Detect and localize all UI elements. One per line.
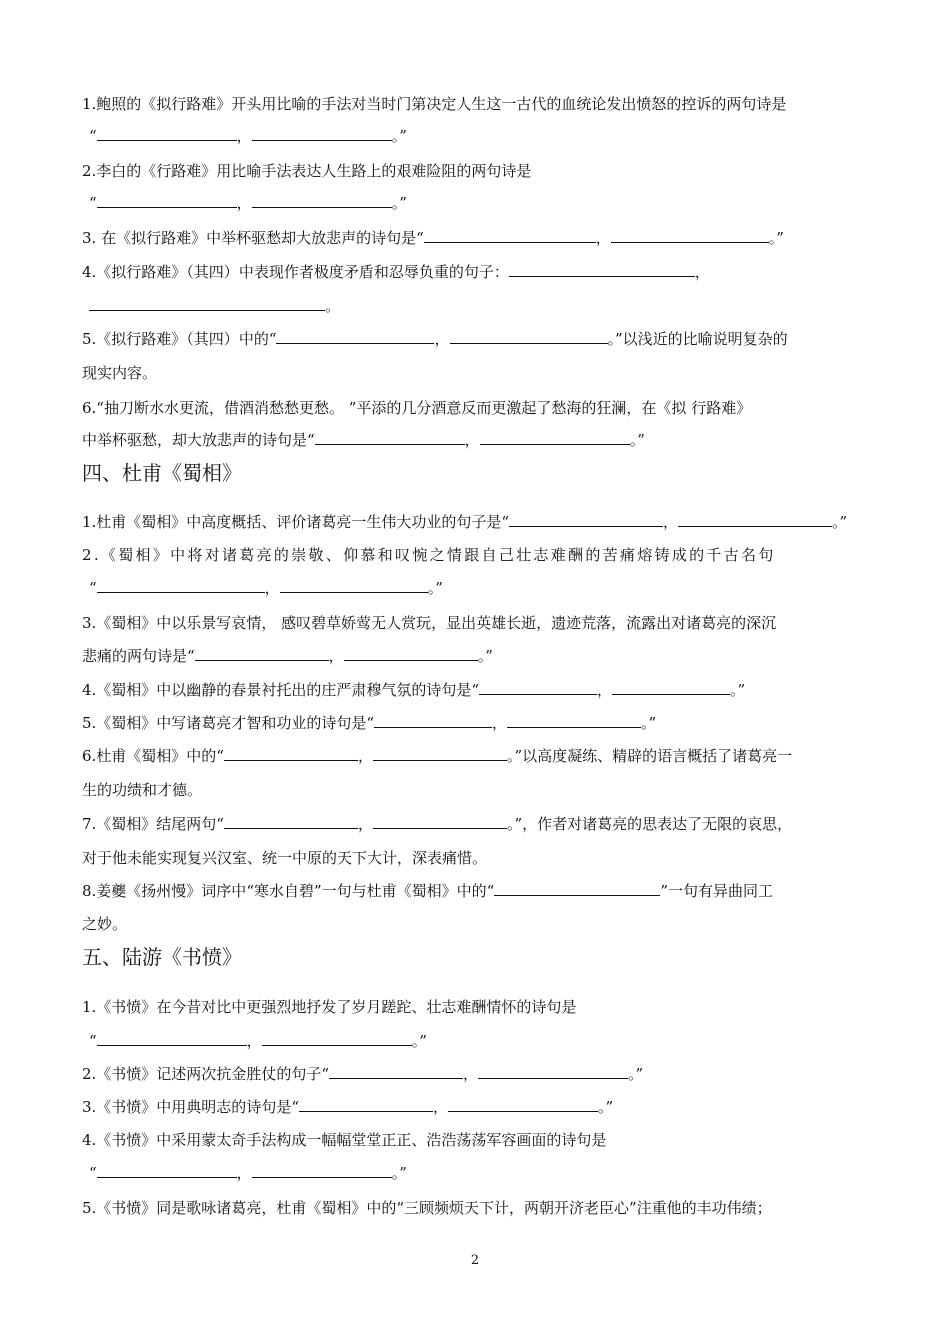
question-3-4: 4.《拟行路难》（其四）中表现作者极度矛盾和忍辱负重的句子： ， — [82, 263, 710, 281]
blank[interactable] — [479, 680, 597, 695]
answer-line-5-1: “ ， 。” — [89, 1032, 427, 1050]
question-5-4 — [82, 1130, 606, 1150]
question-4-8: 8.姜夔《扬州慢》词序中“寒水自碧”一句与杜甫《蜀相》中的“ ”一句有异曲同工 — [82, 882, 773, 900]
section-heading-4: 四、杜甫《蜀相》 — [82, 461, 242, 485]
question-4-5: 5.《蜀相》中写诸葛亮才智和功业的诗句是“ ， 。” — [82, 714, 657, 732]
question-text: 6.杜甫《蜀相》中的“ — [82, 747, 224, 765]
question-3-6 — [82, 398, 751, 418]
blank[interactable] — [612, 680, 730, 695]
question-text: 1.《书愤》在今昔对比中更强烈地抒发了岁月蹉跎、壮志难酬情怀的诗句是 — [82, 998, 577, 1016]
blank[interactable] — [224, 814, 358, 829]
question-4-2 — [82, 545, 776, 565]
question-text: 4.《拟行路难》（其四）中表现作者极度矛盾和忍辱负重的句子： — [82, 263, 509, 281]
answer-line-3-1: “ ， 。” — [89, 127, 407, 145]
blank[interactable] — [252, 1163, 392, 1178]
answer-line-3-2: “ ， 。” — [89, 194, 407, 212]
blank[interactable] — [611, 228, 769, 243]
blank[interactable] — [262, 1031, 412, 1046]
question-3-6-cont: 中举杯驱愁，却大放悲声的诗句是“ ， 。” — [82, 431, 645, 449]
question-text: 5.《蜀相》中写诸葛亮才智和功业的诗句是“ — [82, 714, 374, 732]
blank[interactable] — [97, 578, 265, 593]
question-3-5: 5.《拟行路难》（其四）中的“ ， 。”以浅近的比喻说明复杂的 — [82, 330, 788, 348]
answer-line-4-2: “ ， 。” — [89, 579, 443, 597]
page-number: 2 — [470, 1253, 480, 1268]
question-text: 7.《蜀相》结尾两句“ — [82, 815, 224, 833]
blank[interactable] — [329, 1064, 463, 1079]
question-5-5 — [82, 1198, 772, 1218]
question-4-8-cont: 之妙。 — [82, 915, 128, 933]
question-4-3 — [82, 613, 776, 633]
blank[interactable] — [509, 512, 663, 527]
blank[interactable] — [509, 262, 695, 277]
question-text: 5.《拟行路难》（其四）中的“ — [82, 330, 277, 348]
blank[interactable] — [97, 1163, 237, 1178]
blank[interactable] — [494, 881, 660, 896]
question-4-4: 4.《蜀相》中以幽静的春景衬托出的庄严肃穆气氛的诗句是“ ， 。” — [82, 681, 746, 699]
blank[interactable] — [89, 296, 325, 311]
section-heading-5: 五、陆游《书愤》 — [82, 945, 242, 969]
blank[interactable] — [507, 713, 641, 728]
question-text: 4.《蜀相》中以幽静的春景衬托出的庄严肃穆气氛的诗句是“ — [82, 681, 479, 699]
question-4-7-cont: 对于他未能实现复兴汉室、统一中原的天下大计，深表痛惜。 — [82, 849, 488, 867]
question-text: 4.《书愤》中采用蒙太奇手法构成一幅幅堂堂正正、浩浩荡荡军容画面的诗句是 — [82, 1131, 607, 1149]
blank[interactable] — [448, 1097, 598, 1112]
question-text: 3.《书愤》中用典明志的诗句是“ — [82, 1098, 299, 1116]
question-4-3-cont: 悲痛的两句诗是“ ， 。” — [82, 647, 493, 665]
blank[interactable] — [373, 746, 507, 761]
question-text: 8.姜夔《扬州慢》词序中“寒水自碧”一句与杜甫《蜀相》中的“ — [82, 882, 495, 900]
question-text: 2.《书愤》记述两次抗金胜仗的句子“ — [82, 1065, 329, 1083]
question-text: 1.鲍照的《拟行路难》开头用比喻的手法对当时门第决定人生这一古代的血统论发出愤怒的控诉的两句诗是 — [82, 95, 787, 113]
question-text: 6.“抽刀断水水更流，借酒消愁愁更愁。 ”平添的几分酒意反而更激起了愁海的狂澜，在《拟 行路难》 — [82, 399, 752, 417]
question-text: 2.《蜀相》中将对诸葛亮的崇敬、仰慕和叹惋之情跟自己壮志难酬的苦痛熔铸成的千古名句 — [82, 546, 776, 564]
blank[interactable] — [424, 228, 596, 243]
question-3-3: 3. 在《拟行路难》中举杯驱愁却大放悲声的诗句是“ ， 。” — [82, 229, 784, 247]
question-5-3: 3.《书愤》中用典明志的诗句是“ ， 。” — [82, 1098, 614, 1116]
question-text: 5.《书愤》同是歌咏诸葛亮，杜甫《蜀相》中的“三顾频烦天下计，两朝开济老臣心”注重他的丰功伟绩； — [82, 1199, 772, 1217]
question-4-1: 1.杜甫《蜀相》中高度概括、评价诸葛亮一生伟大功业的句子是“ ， 。” — [82, 513, 848, 531]
blank[interactable] — [280, 578, 428, 593]
question-text: 1.杜甫《蜀相》中高度概括、评价诸葛亮一生伟大功业的句子是“ — [82, 513, 509, 531]
question-4-6-cont: 生的功绩和才德。 — [82, 781, 203, 799]
blank[interactable] — [252, 126, 392, 141]
blank[interactable] — [344, 646, 478, 661]
blank[interactable] — [315, 430, 465, 445]
blank[interactable] — [224, 746, 358, 761]
blank[interactable] — [299, 1097, 433, 1112]
question-5-1 — [82, 997, 576, 1017]
blank[interactable] — [480, 430, 630, 445]
blank[interactable] — [97, 193, 237, 208]
question-3-2 — [82, 161, 531, 181]
answer-line-5-4: “ ， 。” — [89, 1164, 407, 1182]
blank[interactable] — [373, 814, 507, 829]
blank[interactable] — [678, 512, 832, 527]
question-text: 3. 在《拟行路难》中举杯驱愁却大放悲声的诗句是“ — [82, 229, 424, 247]
question-3-5-cont: 现实内容。 — [82, 364, 158, 382]
question-4-7: 7.《蜀相》结尾两句“ ， 。”，作者对诸葛亮的思表达了无限的哀思， — [82, 815, 793, 833]
blank[interactable] — [374, 713, 492, 728]
blank[interactable] — [195, 646, 329, 661]
question-3-1 — [82, 94, 786, 114]
blank[interactable] — [252, 193, 392, 208]
blank[interactable] — [97, 1031, 247, 1046]
question-text: 3.《蜀相》中以乐景写哀情， 感叹碧草娇莺无人赏玩，显出英雄长逝，遗迹荒落，流露出对诸葛亮的深沉 — [82, 614, 777, 632]
question-5-2: 2.《书愤》记述两次抗金胜仗的句子“ ， 。” — [82, 1065, 644, 1083]
question-text: 2.李白的《行路难》用比喻手法表达人生路上的艰难险阻的两句诗是 — [82, 162, 532, 180]
blank[interactable] — [450, 329, 608, 344]
question-4-6: 6.杜甫《蜀相》中的“ ， 。”以高度凝练、精辟的语言概括了诸葛亮一 — [82, 747, 793, 765]
answer-line-3-4: 。 — [89, 296, 340, 316]
blank[interactable] — [478, 1064, 628, 1079]
blank[interactable] — [97, 126, 237, 141]
blank[interactable] — [276, 329, 434, 344]
